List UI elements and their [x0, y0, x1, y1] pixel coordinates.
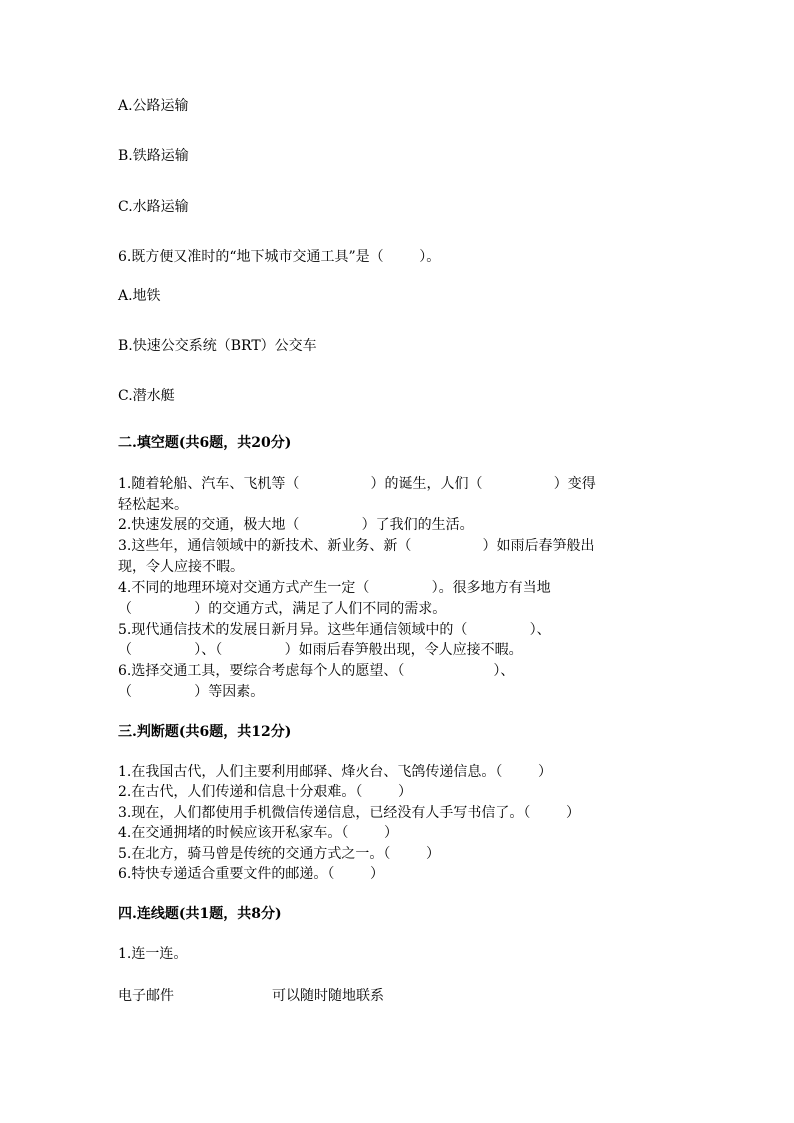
- section2-line: 轻松起来。: [118, 497, 188, 513]
- match-left-item: 电子邮件: [118, 988, 174, 1004]
- section3-line: 2.在古代，人们传递和信息十分艰难。（ ）: [118, 784, 412, 800]
- q6-option-c: C.潜水艇: [118, 388, 175, 404]
- section2-line: （ ）等因素。: [118, 684, 265, 700]
- section2-line: 6.选择交通工具，要综合考虑每个人的愿望、（ ）、: [118, 663, 515, 679]
- q6-option-a: A.地铁: [118, 288, 161, 304]
- section2-line: （ ）、（ ）如雨后春笋般出现，令人应接不暇。: [118, 642, 523, 658]
- section2-line: 3.这些年，通信领域中的新技术、新业务、新（ ）如雨后春笋般出: [118, 538, 595, 554]
- section2-line: 2.快速发展的交通，极大地（ ）了我们的生活。: [118, 517, 474, 533]
- q6-option-b: B.快速公交系统（BRT）公交车: [118, 338, 317, 354]
- section3-line: 6.特快专递适合重要文件的邮递。（ ）: [118, 866, 384, 882]
- q5-option-c: C.水路运输: [118, 199, 189, 215]
- section2-title: 二.填空题(共6题，共20分): [118, 435, 292, 451]
- section2-line: 1.随着轮船、汽车、飞机等（ ）的诞生，人们（ ）变得: [118, 476, 596, 492]
- match-right-item: 可以随时随地联系: [272, 988, 384, 1004]
- section2-line: 现，令人应接不暇。: [118, 559, 244, 575]
- section4-question: 1.连一连。: [118, 946, 188, 962]
- section3-line: 4.在交通拥堵的时候应该开私家车。（ ）: [118, 825, 398, 841]
- q5-option-b: B.铁路运输: [118, 148, 189, 164]
- section3-line: 1.在我国古代，人们主要利用邮驿、烽火台、飞鸽传递信息。（ ）: [118, 764, 552, 780]
- section4-title: 四.连线题(共1题，共8分): [118, 906, 282, 922]
- section2-line: 5.现代通信技术的发展日新月异。这些年通信领域中的（ ）、: [118, 622, 551, 638]
- section3-line: 3.现在，人们都使用手机微信传递信息，已经没有人手写书信了。（ ）: [118, 805, 580, 821]
- section2-line: （ ）的交通方式，满足了人们不同的需求。: [118, 601, 447, 617]
- section3-line: 5.在北方，骑马曾是传统的交通方式之一。（ ）: [118, 846, 440, 862]
- q6-stem: 6.既方便又准时的“地下城市交通工具”是（ ）。: [118, 249, 441, 265]
- section3-title: 三.判断题(共6题，共12分): [118, 724, 292, 740]
- q5-option-a: A.公路运输: [118, 98, 189, 114]
- section2-line: 4.不同的地理环境对交通方式产生一定（ ）。很多地方有当地: [118, 580, 551, 596]
